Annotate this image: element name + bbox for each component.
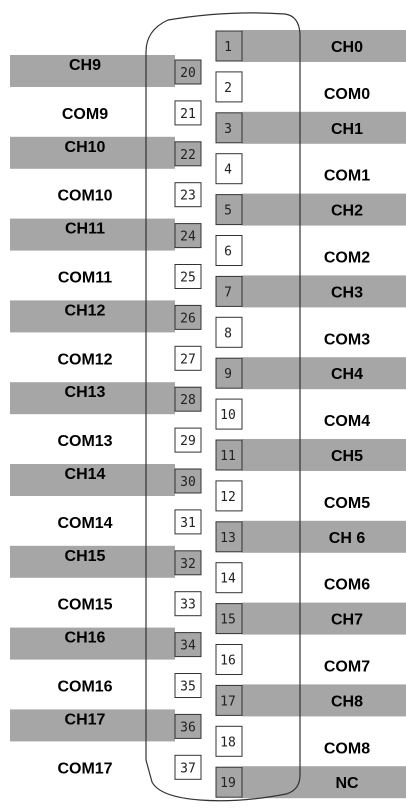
pin-label: CH16 [64,629,106,647]
pin-number: 29 [180,434,196,450]
pin-label: CH12 [64,302,106,320]
pin-number: 19 [220,776,236,792]
pin-number: 37 [180,761,196,777]
pin-number: 32 [180,556,196,572]
pin-labels [57,39,370,792]
pin-number: 28 [180,393,196,409]
label-band-right [242,194,406,226]
pin-number: 1 [224,40,232,55]
pin-number: 10 [220,408,236,424]
pin-label: CH1 [330,120,364,138]
pin-number: 33 [180,597,196,613]
pin-number: 20 [180,66,196,81]
pin-label: COM7 [323,658,371,676]
pin-label: CH9 [68,57,102,74]
pin-number: 14 [220,571,236,587]
pin-number: 3 [224,121,232,137]
pin-label: COM5 [323,494,371,512]
pin-number: 18 [220,735,236,751]
pin-label: CH4 [330,366,364,384]
label-band-right [242,521,406,553]
pin-number: 4 [224,162,232,178]
pin-number: 21 [180,106,196,122]
pin-label: CH 6 [328,529,366,547]
pin-number: 17 [220,694,236,710]
pin-number: 30 [180,475,196,490]
pin-label: COM9 [61,105,109,123]
pin-number: 23 [180,188,196,204]
pin-label: CH14 [64,466,106,483]
pin-label: COM14 [57,514,113,532]
pin-number: 15 [220,612,236,628]
pin-label: CH8 [330,693,364,711]
pin-number: 22 [180,147,196,163]
pin-label: CH11 [64,220,106,238]
pin-label: COM12 [57,351,113,369]
pin-number: 35 [180,679,196,695]
label-band-right [242,439,406,471]
pin-boxes [175,31,242,797]
pin-number: 24 [180,229,196,245]
pin-label: CH5 [330,448,364,465]
pin-number: 16 [220,653,236,669]
pin-number: 31 [180,515,196,531]
pin-label: COM15 [57,596,113,614]
pin-label: CH2 [330,202,364,220]
pin-label: COM11 [57,269,113,287]
pin-label: COM16 [57,678,113,696]
pin-number: 11 [220,449,236,464]
label-band-right [242,112,406,144]
pin-label: CH13 [64,384,106,402]
pin-label: NC [335,775,359,793]
pin-label: CH7 [330,611,364,629]
pin-label: CH17 [64,711,106,729]
label-band-right [242,603,406,635]
pin-number: 9 [224,367,232,383]
pin-number: 7 [224,285,232,301]
label-band-right [242,684,406,716]
pin-label: CH3 [330,284,364,302]
pin-number: 36 [180,720,196,736]
pin-number: 12 [220,489,236,505]
pin-number: 26 [180,311,196,327]
pin-label: COM3 [323,331,371,349]
pin-number: 34 [180,638,196,654]
pin-number: 13 [220,530,236,546]
label-band-right [242,766,406,798]
pin-label: CH0 [330,39,364,56]
pin-number: 25 [180,270,196,286]
label-band-right [242,357,406,389]
pin-number: 5 [224,203,232,219]
pin-label: CH10 [64,138,106,156]
pin-label: COM17 [57,760,113,778]
pin-label: COM2 [323,249,371,267]
pin-label: COM6 [323,576,371,594]
pin-label: COM4 [323,413,371,431]
pin-label: COM8 [323,740,371,758]
pin-number: 6 [224,244,232,260]
label-band-right [242,275,406,307]
pin-label: COM10 [57,187,113,205]
pin-number: 27 [180,352,196,368]
pin-label: COM0 [323,85,371,103]
pin-number: 8 [224,326,232,342]
pin-label: COM1 [323,167,371,185]
label-band-right [242,30,406,62]
pin-label: CH15 [64,547,106,565]
pin-label: COM13 [57,433,113,451]
pin-number: 2 [224,80,232,96]
